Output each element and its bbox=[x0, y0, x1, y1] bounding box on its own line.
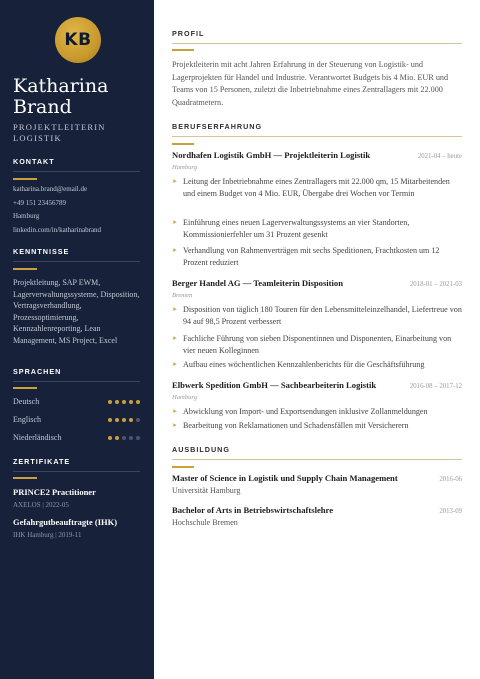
degree-title: Bachelor of Arts in Betriebswirtschaftslehre bbox=[172, 505, 334, 515]
skills-accent bbox=[13, 268, 37, 270]
contact-city: Hamburg bbox=[13, 212, 40, 220]
contact-heading: KONTAKT bbox=[13, 157, 55, 166]
job-title: Elbwerk Spedition GmbH — Sachbearbeiterin Logistik bbox=[172, 380, 377, 390]
skills-text: Projektleitung, SAP EWM, Lagerverwaltungssysteme, Disposition, Vertragsverhandlung, Prozessoptimierung, Kennzahlenreporting, Lean Management, MS Project, Excel bbox=[13, 278, 140, 345]
language-name: Deutsch bbox=[13, 397, 40, 406]
job-header bbox=[172, 380, 462, 390]
experience-heading: BERUFSERFAHRUNG bbox=[172, 122, 263, 131]
cert-issuer: IHK Hamburg | 2019-11 bbox=[13, 531, 82, 539]
contact-linkedin[interactable]: linkedin.com/in/katharinabrand bbox=[13, 225, 102, 234]
bullet-text: Aufbau eines wöchentlichen Kennzahlenberichts für die Geschäftsführung bbox=[183, 360, 425, 369]
bullet-text: Leitung der Inbetriebnahme eines Zentrallagers mit 22.000 qm, 15 Mitarbeitenden und einem Budget von 4 Mio. EUR, Übergabe drei Wochen vor Termin bbox=[183, 177, 450, 198]
bullet-arrow-icon: ➤ bbox=[172, 248, 178, 254]
certs-rule bbox=[13, 471, 140, 472]
bullet-text: Fachliche Führung von sieben Disponentinnen und Disponenten, Einarbeitung von vier neuen Kolleginnen bbox=[183, 334, 452, 355]
job-bullet bbox=[172, 359, 462, 371]
contact-rule bbox=[13, 171, 140, 172]
certs-accent bbox=[13, 477, 37, 479]
bullet-arrow-icon: ➤ bbox=[172, 409, 178, 415]
level-dot-empty bbox=[129, 436, 133, 440]
skills-heading: KENNTNISSE bbox=[13, 247, 70, 256]
contact-accent bbox=[13, 178, 37, 180]
job-date: 2018-01 – 2021-03 bbox=[409, 281, 462, 288]
bullet-text: Bearbeitung von Reklamationen und Schadensfällen mit Versicherern bbox=[183, 421, 409, 430]
role-line2: LOGISTIK bbox=[13, 133, 62, 143]
language-level-dots bbox=[108, 418, 140, 422]
education-rule bbox=[172, 459, 462, 460]
languages-heading: SPRACHEN bbox=[13, 367, 62, 376]
bullet-text: Disposition von täglich 180 Touren für den Lebensmitteleinzelhandel, Liefertreue von 94 auf 98,5 Prozent verbessert bbox=[183, 305, 462, 326]
profile-accent bbox=[172, 49, 194, 51]
job-title: Berger Handel AG — Teamleiterin Disposition bbox=[172, 278, 344, 288]
profile-text: Projektleiterin mit acht Jahren Erfahrung in der Steuerung von Logistik- und Lagerprojekten für Handel und Industrie. Verantwortet Budgets bis 4 Mio. EUR und Teams von 15 Personen, zuletzt die Inbetriebnahme eines Zentrallagers mit 22.000 Quadratmetern. bbox=[172, 60, 449, 107]
languages-accent bbox=[13, 387, 37, 389]
level-dot-filled bbox=[136, 400, 140, 404]
skills-rule bbox=[13, 261, 140, 262]
level-dot-filled bbox=[108, 418, 112, 422]
school-name: Hochschule Bremen bbox=[172, 518, 238, 527]
role-line1: PROJEKTLEITERIN bbox=[13, 122, 106, 132]
degree-date: 2013-09 bbox=[439, 508, 462, 515]
level-dot-empty bbox=[122, 436, 126, 440]
education-header bbox=[172, 505, 462, 515]
language-name: Niederländisch bbox=[13, 433, 62, 442]
level-dot-filled bbox=[108, 436, 112, 440]
bullet-arrow-icon: ➤ bbox=[172, 362, 178, 368]
job-role bbox=[13, 122, 106, 144]
level-dot-filled bbox=[122, 418, 126, 422]
monogram-text: KB bbox=[64, 30, 92, 50]
language-level-dots bbox=[108, 436, 140, 440]
level-dot-filled bbox=[122, 400, 126, 404]
experience-accent bbox=[172, 143, 194, 145]
monogram-badge bbox=[55, 17, 101, 63]
job-title: Nordhafen Logistik GmbH — Projektleiterin Logistik bbox=[172, 150, 371, 160]
cert-title: PRINCE2 Practitioner bbox=[13, 487, 96, 497]
job-bullet bbox=[172, 245, 462, 269]
sidebar bbox=[0, 0, 154, 679]
job-location: Hamburg bbox=[172, 164, 198, 171]
bullet-text: Verhandlung von Rahmenverträgen mit sechs Speditionen, Frachtkosten um 12 Prozent reduziert bbox=[183, 246, 440, 267]
level-dot-filled bbox=[115, 400, 119, 404]
job-location: Hamburg bbox=[172, 394, 198, 401]
job-bullet bbox=[172, 420, 462, 432]
name-first: Katharina bbox=[13, 75, 109, 97]
language-row bbox=[13, 415, 140, 424]
bullet-text: Einführung eines neuen Lagerverwaltungssystems an vier Standorten, Kommissionierfehler um 31 Prozent gesenkt bbox=[183, 218, 410, 239]
job-bullet bbox=[172, 304, 462, 328]
education-accent bbox=[172, 466, 194, 468]
level-dot-filled bbox=[115, 418, 119, 422]
level-dot-filled bbox=[129, 400, 133, 404]
contact-phone[interactable]: +49 151 23456789 bbox=[13, 198, 66, 207]
bullet-arrow-icon: ➤ bbox=[172, 336, 178, 342]
profile-rule bbox=[172, 43, 462, 44]
job-bullet bbox=[172, 217, 462, 241]
bullet-arrow-icon: ➤ bbox=[172, 307, 178, 313]
contact-list bbox=[13, 183, 101, 237]
education-heading: AUSBILDUNG bbox=[172, 445, 230, 454]
bullet-arrow-icon: ➤ bbox=[172, 179, 178, 185]
contact-email[interactable]: katharina.brand@email.de bbox=[13, 185, 88, 193]
cert-title: Gefahrgutbeauftragte (IHK) bbox=[13, 517, 118, 527]
education-header bbox=[172, 473, 462, 483]
cert-issuer: AXELOS | 2022-05 bbox=[13, 501, 69, 509]
level-dot-filled bbox=[115, 436, 119, 440]
school-name: Universität Hamburg bbox=[172, 486, 241, 495]
person-name bbox=[13, 76, 108, 118]
languages-rule bbox=[13, 381, 140, 382]
job-location: Bremen bbox=[172, 292, 193, 299]
language-row bbox=[13, 433, 140, 442]
main-content bbox=[154, 0, 480, 679]
language-name: Englisch bbox=[13, 415, 41, 424]
language-row bbox=[13, 397, 140, 406]
level-dot-filled bbox=[129, 418, 133, 422]
job-header bbox=[172, 278, 462, 288]
job-bullet bbox=[172, 176, 462, 200]
bullet-arrow-icon: ➤ bbox=[172, 423, 178, 429]
language-level-dots bbox=[108, 400, 140, 404]
job-bullet bbox=[172, 333, 462, 357]
job-header bbox=[172, 150, 462, 160]
job-date: 2016-08 – 2017-12 bbox=[409, 383, 462, 390]
certs-heading: ZERTIFIKATE bbox=[13, 457, 71, 466]
job-date: 2021-04 – heute bbox=[417, 153, 462, 160]
level-dot-empty bbox=[136, 418, 140, 422]
experience-rule bbox=[172, 136, 462, 137]
bullet-text: Abwicklung von Import- und Exportsendungen inklusive Zollanmeldungen bbox=[183, 407, 428, 416]
bullet-arrow-icon: ➤ bbox=[172, 220, 178, 226]
profile-heading: PROFIL bbox=[172, 29, 205, 38]
level-dot-empty bbox=[136, 436, 140, 440]
level-dot-filled bbox=[108, 400, 112, 404]
job-bullet bbox=[172, 406, 462, 418]
name-last: Brand bbox=[13, 96, 72, 118]
degree-title: Master of Science in Logistik und Supply Chain Management bbox=[172, 473, 398, 483]
degree-date: 2016-06 bbox=[439, 476, 462, 483]
